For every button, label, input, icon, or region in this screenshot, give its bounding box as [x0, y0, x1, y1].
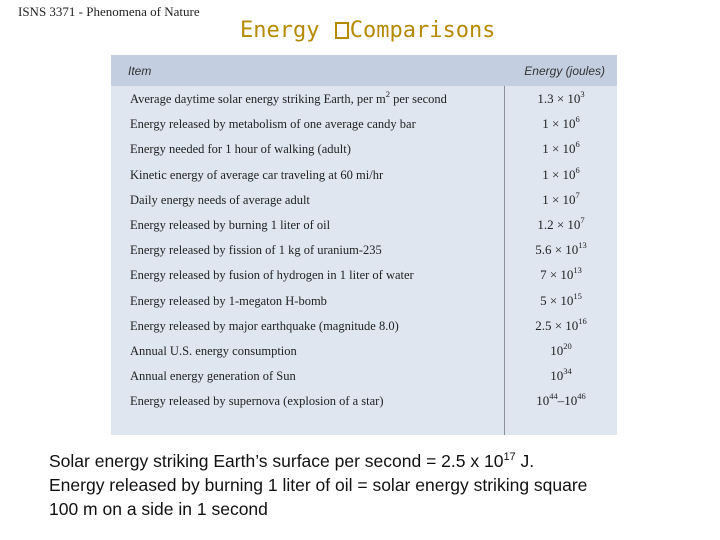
table-row	[111, 187, 617, 212]
column-header-item: Item	[128, 64, 152, 78]
row-item-text: Energy released by burning 1 liter of oil	[130, 218, 331, 232]
table-row	[111, 363, 617, 388]
row-energy-value: $1 \times 10^6$	[542, 164, 580, 182]
row-item-text: Energy released by 1-megaton H-bomb	[130, 293, 327, 308]
row-item-text: Energy released by fission of 1 kg of uranium-235	[130, 243, 382, 258]
caption-text	[49, 449, 709, 521]
caption-line-1: Solar energy striking Earth’s surface per second = 2.5 x $10^{17}$ J.	[49, 451, 535, 471]
row-item-text: Annual energy generation of Sun	[130, 369, 296, 384]
row-energy-value: $1.2 \times 10^7$	[537, 215, 585, 232]
table-row	[111, 86, 617, 111]
row-energy-value: $10^{34}$	[550, 366, 572, 384]
column-header-energy: Energy (joules)	[524, 64, 605, 78]
caption-line-3: 100 m on a side in 1 second	[49, 499, 268, 519]
row-item-text: Energy released by fusion of hydrogen in 1 liter of water	[130, 268, 414, 283]
missing-glyph-icon	[335, 22, 349, 39]
row-energy-value: $1.3 \times 10^3$	[537, 89, 585, 106]
table-row	[111, 212, 617, 237]
table-row	[111, 237, 617, 262]
caption-line-2: Energy released by burning 1 liter of oil = solar energy striking square	[49, 475, 588, 495]
row-energy-value: $1 \times 10^7$	[542, 189, 580, 207]
table-row	[111, 136, 617, 161]
row-item-text: Annual U.S. energy consumption	[130, 344, 297, 358]
course-label: ISNS 3371 - Phenomena of Nature	[18, 4, 200, 19]
slide-title	[240, 18, 495, 43]
table-row	[111, 313, 617, 338]
row-item-text: Energy released by metabolism of one average candy bar	[130, 117, 416, 132]
row-energy-value: $10^{20}$	[550, 341, 572, 358]
row-item-text: Energy released by major earthquake (magnitude 8.0)	[130, 318, 399, 333]
row-energy-value: $7 \times 10^{13}$	[540, 265, 582, 283]
row-energy-value: $2.5 \times 10^{16}$	[535, 315, 587, 333]
row-item-text: Average daytime solar energy striking Earth, per $m^2$ per second	[130, 89, 447, 106]
table-row	[111, 162, 617, 187]
title-word-comparisons: Comparisons	[349, 18, 496, 43]
energy-comparison-table	[111, 55, 617, 435]
row-item-text: Daily energy needs of average adult	[130, 192, 310, 207]
row-energy-value: $5.6 \times 10^{13}$	[535, 240, 587, 258]
row-item-text: Energy needed for 1 hour of walking (adult)	[130, 142, 351, 157]
table-row	[111, 288, 617, 313]
row-energy-value: $5 \times 10^{15}$	[540, 290, 582, 308]
table-header	[111, 55, 617, 86]
table-row	[111, 262, 617, 287]
table-row	[111, 111, 617, 136]
table-row	[111, 388, 617, 413]
row-item-text: Kinetic energy of average car traveling at 60 mi/hr	[130, 167, 384, 182]
row-energy-value: $1 \times 10^6$	[542, 114, 580, 132]
table-row	[111, 338, 617, 363]
row-energy-value: $10^{44}-10^{46}$	[536, 391, 586, 409]
title-word-energy: Energy	[240, 18, 320, 43]
row-item-text: Energy released by supernova (explosion of a star)	[130, 394, 384, 409]
row-energy-value: $1 \times 10^6$	[542, 139, 580, 157]
table-body	[111, 86, 617, 435]
